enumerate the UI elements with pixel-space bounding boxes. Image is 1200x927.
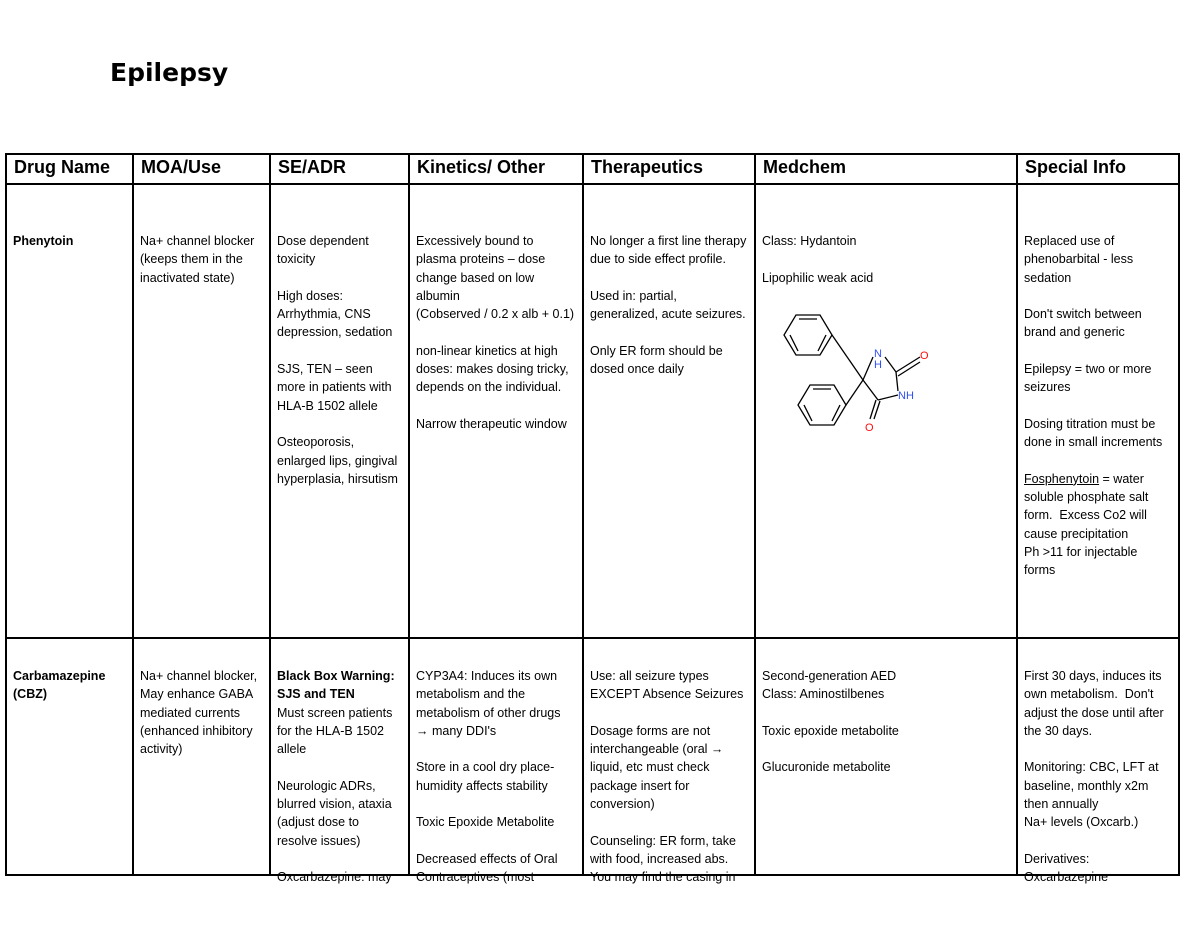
text-line: Oxcarbazepine: may — [277, 870, 392, 885]
text-line: Glucuronide metabolite — [762, 760, 891, 775]
text-line: Toxic Epoxide Metabolite — [416, 815, 555, 830]
text-line — [1024, 832, 1172, 850]
text-line — [762, 704, 1010, 722]
cell-se-adr — [270, 638, 409, 885]
text-line: due to side effect profile. — [590, 252, 726, 267]
text-line: Ph >11 for injectable — [1024, 545, 1138, 560]
text-line: Don't switch between — [1024, 307, 1142, 322]
phenytoin-structure-image — [768, 307, 948, 437]
text-line — [1024, 397, 1172, 415]
text-line: Replaced use of — [1024, 234, 1115, 248]
structure-label-nh: NH — [898, 389, 914, 402]
text-line: Excessively bound to — [416, 234, 534, 248]
text-line — [590, 704, 748, 722]
text-line — [277, 850, 402, 868]
structure-label-o-top: O — [920, 349, 929, 362]
text-line: Phenytoin — [13, 234, 74, 248]
header-se-adr: SE/ADR — [270, 154, 409, 184]
cell-drug-name — [6, 638, 133, 875]
text-line: (CBZ) — [13, 687, 48, 702]
text-line: Na+ channel blocker, — [140, 669, 258, 683]
text-line: Only ER form should be — [590, 343, 723, 358]
text-line: Arrhythmia, CNS — [277, 307, 371, 322]
text-line: Counseling: ER form, take — [590, 833, 736, 848]
text-line: adjust the dose until after — [1024, 705, 1164, 720]
text-line: Used in: partial, — [590, 288, 677, 303]
text-line: plasma proteins – dose — [416, 252, 546, 267]
text-line — [277, 269, 402, 287]
cell-moa — [133, 184, 270, 638]
text-line: forms — [1024, 563, 1056, 578]
cell-moa — [133, 638, 270, 875]
text-line — [277, 758, 402, 776]
text-line: (keeps them in the — [140, 252, 243, 267]
text-line — [590, 269, 748, 287]
text-line — [277, 342, 402, 360]
text-line: Epilepsy = two or more — [1024, 362, 1152, 377]
text-line: Store in a cool dry place- — [416, 760, 555, 775]
text-line: Na+ levels (Oxcarb.) — [1024, 815, 1139, 830]
text-line: allele — [277, 742, 307, 757]
text-line: mediated currents — [140, 705, 241, 720]
text-line: metabolism and the — [416, 687, 526, 702]
cell-kinetics — [409, 638, 583, 885]
table-row-carbamazepine — [6, 638, 1179, 875]
text-line — [1024, 452, 1172, 470]
text-line — [416, 740, 576, 758]
text-line: interchangeable (oral → — [590, 742, 724, 757]
text-line: CYP3A4: Induces its own — [416, 669, 558, 683]
text-line: hyperplasia, hirsutism — [277, 471, 398, 486]
text-line: Carbamazepine — [13, 669, 106, 683]
text-line — [416, 397, 576, 415]
cell-se-adr — [270, 184, 409, 638]
text-line: Osteoporosis, — [277, 435, 355, 450]
text-line: albumin — [416, 288, 460, 303]
text-line: HLA-B 1502 allele — [277, 398, 378, 413]
text-line: Na+ channel blocker — [140, 234, 255, 248]
text-line: enlarged lips, gingival — [277, 453, 398, 468]
text-line: EXCEPT Absence Seizures — [590, 687, 744, 702]
text-line — [277, 415, 402, 433]
text-line: → many DDI's — [416, 723, 497, 738]
text-line: cause precipitation — [1024, 526, 1129, 541]
text-line — [416, 795, 576, 813]
text-line: SJS, TEN – seen — [277, 362, 373, 377]
text-line: form. Excess Co2 will — [1024, 508, 1147, 523]
text-line: Use: all seizure types — [590, 669, 709, 683]
cell-therapeutics — [583, 184, 755, 638]
text-line: dosed once daily — [590, 362, 684, 377]
text-line: Neurologic ADRs, — [277, 778, 376, 793]
cell-drug-name — [6, 184, 133, 638]
text-line: then annually — [1024, 797, 1099, 812]
header-medchem: Medchem — [755, 154, 1017, 184]
cell-kinetics — [409, 184, 583, 638]
text-line: Dosage forms are not — [590, 723, 711, 738]
text-line: change based on low — [416, 270, 535, 285]
text-line: soluble phosphate salt — [1024, 490, 1149, 505]
cell-medchem — [755, 184, 1017, 638]
text-line: Monitoring: CBC, LFT at — [1024, 760, 1159, 775]
text-line: brand and generic — [1024, 325, 1125, 340]
text-line: resolve issues) — [277, 833, 361, 848]
text-line: Contraceptives (most — [416, 870, 535, 885]
text-line — [416, 832, 576, 850]
structure-label-n: N — [874, 347, 882, 360]
header-special-info: Special Info — [1017, 154, 1179, 184]
text-line: May enhance GABA — [140, 687, 254, 702]
cell-special-info — [1017, 184, 1179, 638]
fosphenytoin-term: Fosphenytoin — [1024, 471, 1100, 486]
text-line: metabolism of other drugs — [416, 705, 561, 720]
cell-medchem — [755, 638, 1017, 875]
text-line: more in patients with — [277, 380, 392, 395]
text-line: No longer a first line therapy — [590, 234, 747, 248]
text-line: Black Box Warning: — [277, 669, 395, 683]
text-line: blurred vision, ataxia — [277, 797, 392, 812]
text-line: liquid, etc must check — [590, 760, 710, 775]
text-line: (enhanced inhibitory — [140, 723, 253, 738]
header-row — [6, 154, 1179, 184]
text-line: Dosing titration must be — [1024, 416, 1156, 431]
cell-therapeutics — [583, 638, 755, 885]
header-therapeutics: Therapeutics — [583, 154, 755, 184]
header-drug-name: Drug Name — [6, 154, 133, 184]
text-line: doses: makes dosing tricky, — [416, 362, 569, 377]
page-title: Epilepsy — [110, 58, 229, 87]
text-line: non-linear kinetics at high — [416, 343, 558, 358]
text-line: toxicity — [277, 252, 316, 267]
text-line: (adjust dose to — [277, 815, 359, 830]
text-line: sedation — [1024, 270, 1072, 285]
text-line: (Cobserved / 0.2 x alb + 0.1) — [416, 307, 575, 322]
text-line: Second-generation AED — [762, 669, 897, 683]
header-kinetics: Kinetics/ Other — [409, 154, 583, 184]
table-row-phenytoin — [6, 184, 1179, 638]
text-line: for the HLA-B 1502 — [277, 723, 385, 738]
text-line: phenobarbital - less — [1024, 252, 1134, 267]
text-line: depression, sedation — [277, 325, 393, 340]
structure-label-o-bottom: O — [865, 421, 874, 434]
text-line: Class: Hydantoin — [762, 234, 857, 248]
text-line: generalized, acute seizures. — [590, 307, 746, 322]
text-line: Toxic epoxide metabolite — [762, 723, 899, 738]
text-line: inactivated state) — [140, 270, 235, 285]
text-line: Class: Aminostilbenes — [762, 687, 885, 702]
text-line — [1024, 342, 1172, 360]
text-line: Lipophilic weak acid — [762, 270, 874, 285]
text-line — [762, 250, 1010, 268]
drug-table — [5, 153, 1180, 885]
text-line: activity) — [140, 742, 183, 757]
text-line — [590, 323, 748, 341]
text-line — [1024, 287, 1172, 305]
text-line — [1024, 740, 1172, 758]
text-line: baseline, monthly x2m — [1024, 778, 1149, 793]
cell-special-info — [1017, 638, 1179, 885]
text-line: depends on the individual. — [416, 380, 562, 395]
text-line: Must screen patients — [277, 705, 393, 720]
text-line: own metabolism. Don't — [1024, 687, 1154, 702]
text-line: done in small increments — [1024, 435, 1163, 450]
text-line: seizures — [1024, 380, 1071, 395]
text-line: Decreased effects of Oral — [416, 851, 558, 866]
text-line: Oxcarbazepine — [1024, 870, 1109, 885]
fosphenytoin-desc: = water — [1099, 471, 1144, 486]
text-line — [590, 813, 748, 831]
text-line: Narrow therapeutic window — [416, 416, 567, 431]
text-line: with food, increased abs. — [590, 851, 729, 866]
text-line: Derivatives: — [1024, 851, 1090, 866]
text-line: package insert for — [590, 778, 690, 793]
text-line — [762, 740, 1010, 758]
text-line: Dose dependent — [277, 234, 369, 248]
text-line: conversion) — [590, 797, 655, 812]
text-line — [416, 323, 576, 341]
text-line: the 30 days. — [1024, 723, 1093, 738]
text-line: humidity affects stability — [416, 778, 548, 793]
text-line: You may find the casing in — [590, 870, 736, 885]
text-line: SJS and TEN — [277, 687, 355, 702]
text-line: First 30 days, induces its — [1024, 669, 1162, 683]
structure-label-h: H — [874, 358, 882, 371]
text-line: High doses: — [277, 288, 344, 303]
header-moa-use: MOA/Use — [133, 154, 270, 184]
